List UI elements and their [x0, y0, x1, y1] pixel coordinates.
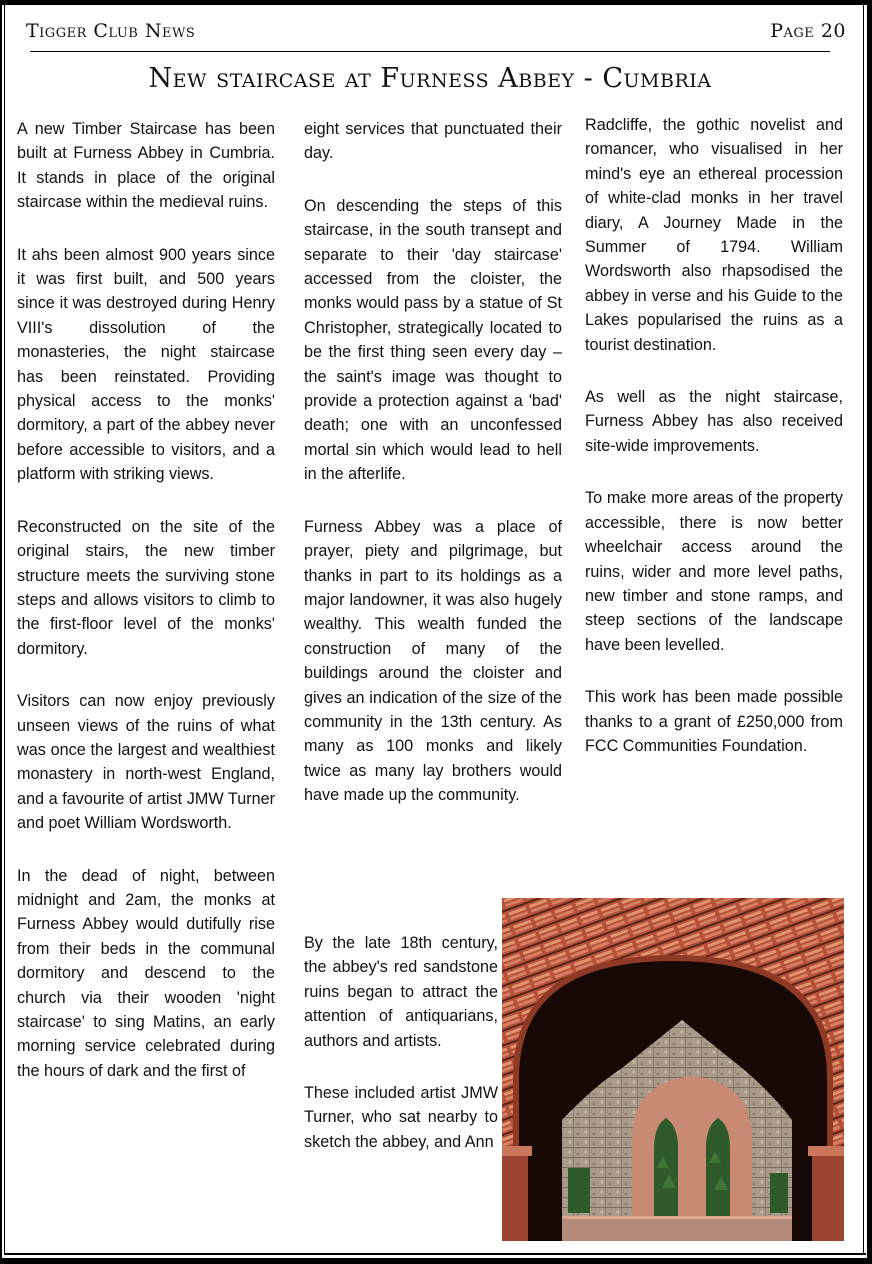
paragraph: Radcliffe, the gothic novelist and romancer, who visualised in her mind's eye an ethereal procession of white-clad monks in her travel diary, A Journey Made in the Summer of 1794. William Wordsworth also rhapsodised the abbey in verse and his Guide to the Lakes popularised the ruins as a tourist destination.	[585, 116, 843, 354]
paragraph: By the late 18th century, the abbey's red sandstone ruins began to attract the attention of antiquarians, authors and artists.	[304, 934, 498, 1050]
page-border-right-inner	[863, 5, 864, 1255]
article-column-2-narrow	[304, 931, 498, 1182]
paragraph: This work has been made possible thanks to a grant of £250,000 from FCC Communities Foundation.	[585, 688, 843, 755]
paragraph: As well as the night staircase, Furness Abbey has also received site-wide improvements.	[585, 388, 843, 455]
page-border-bottom-inner	[4, 1253, 866, 1255]
page-border-top	[0, 0, 872, 5]
paragraph: Reconstructed on the site of the original stairs, the new timber structure meets the surviving stone steps and allows visitors to climb to the first-floor level of the monks' dormitory.	[17, 517, 275, 658]
page-number: Page 20	[770, 20, 846, 42]
article-title: New staircase at Furness Abbey - Cumbria	[148, 63, 712, 94]
paragraph: A new Timber Staircase has been built at Furness Abbey in Cumbria. It stands in place of the original staircase within the medieval ruins.	[17, 120, 275, 212]
left-pillar	[502, 1148, 528, 1241]
article-column-2	[304, 117, 562, 836]
paragraph: In the dead of night, between midnight and 2am, the monks at Furness Abbey would dutifully rise from their beds in the communal dormitory and descend to the church via their wooden 'night staircase' to sing Matins, an early morning service celebrated during the hours of dark and the first of	[17, 866, 275, 1080]
paragraph: eight services that punctuated their day.	[304, 120, 562, 163]
window-surround	[632, 1076, 752, 1218]
page-border-left-inner	[4, 5, 5, 1255]
abbey-arch-photo	[502, 898, 844, 1241]
right-pillar	[812, 1148, 844, 1241]
publication-name: Tigger Club News	[26, 20, 196, 42]
lancet-window-right	[706, 1118, 730, 1218]
paragraph: On descending the steps of this staircase, in the south transept and separate to their 'day staircase' accessed from the cloister, the monks would pass by a statue of St Christopher, strategically located to be the first thing seen every day – the saint's image was thought to provide a protection against a 'bad' death; one with an unconfessed mortal sin which would lead to hell in the afterlife.	[304, 196, 562, 484]
paragraph: Furness Abbey was a place of prayer, piety and pilgrimage, but thanks in part to its holdings as a major landowner, it was also hugely wealthy. This wealth funded the construction of many of the buildings around the cloister and gives an indication of the size of the community in the 13th century. As many as 100 monks and likely twice as many lay brothers would have made up the community.	[304, 517, 562, 805]
article-column-3	[585, 113, 843, 786]
page-border-right	[867, 0, 872, 1264]
header-divider	[30, 51, 830, 52]
page-border-bottom	[0, 1258, 872, 1264]
paragraph: Visitors can now enjoy previously unseen views of the ruins of what was once the largest and wealthiest monastery in north-west England, and a favourite of artist JMW Turner and poet William Wordsworth.	[17, 692, 275, 833]
paragraph: It ahs been almost 900 years since it was first built, and 500 years since it was destroyed during Henry VIII's dissolution of the monasteries, the night staircase has been reinstated. Providing physical access to the monks' dormitory, a part of the abbey never before accessible to visitors, and a platform with striking views.	[17, 245, 275, 484]
paragraph: These included artist JMW Turner, who sat nearby to sketch the abbey, and Ann	[304, 1084, 498, 1151]
article-column-1	[17, 117, 275, 1111]
page-border-left	[0, 0, 2, 1264]
paragraph: To make more areas of the property accessible, there is now better wheelchair access around the ruins, wider and more level paths, new timber and stone ramps, and steep sections of the landscape have been levelled.	[585, 489, 843, 654]
low-wall	[562, 1216, 792, 1241]
abbey-arch-illustration	[502, 898, 844, 1241]
